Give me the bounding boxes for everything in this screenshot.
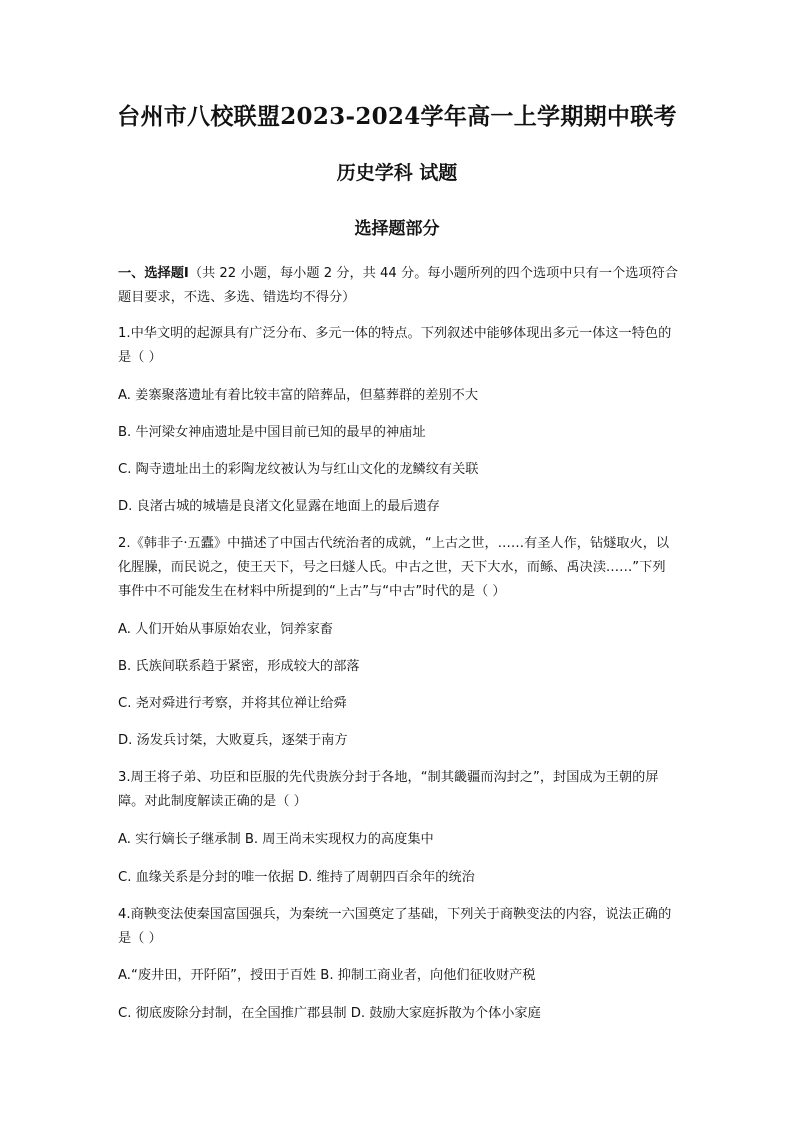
question-1-stem: 1.中华文明的起源具有广泛分布、多元一体的特点。下列叙述中能够体现出多元一体这一特色的 是（ ） [118, 326, 672, 365]
subject-title: 历史学科 试题 [336, 162, 458, 184]
question-1-option-d: D. 良渚古城的城墙是良渚文化显露在地面上的最后遗存 [118, 499, 440, 514]
instructions-lead: 一、选择题Ⅰ [118, 266, 189, 281]
question-4-stem: 4.商鞅变法使秦国富国强兵，为秦统一六国奠定了基础，下列关于商鞅变法的内容，说法正确的 是（ ） [118, 907, 672, 946]
section-instructions [118, 262, 678, 310]
question-4-options-ab: A.“废井田，开阡陌”，授田于百姓 B. 抑制工商业者，向他们征收财产税 [118, 968, 536, 983]
instructions-text: （共 22 小题，每小题 2 分，共 44 分。每小题所列的四个选项中只有一个选项符合 题目要求，不选、多选、错选均不得分） [118, 266, 678, 305]
question-3-options-cd: C. 血缘关系是分封的唯一依据 D. 维持了周朝四百余年的统治 [118, 870, 475, 885]
question-3-stem: 3.周王将子弟、功臣和臣服的先代贵族分封于各地，“制其畿疆而沟封之”，封国成为王朝的屏 障。对此制度解读正确的是（ ） [118, 770, 659, 809]
question-2-option-a: A. 人们开始从事原始农业，饲养家畜 [118, 622, 333, 637]
question-4-options-cd: C. 彻底废除分封制，在全国推广郡县制 D. 鼓励大家庭拆散为个体小家庭 [118, 1006, 541, 1021]
question-3-options-ab: A. 实行嫡长子继承制 B. 周王尚未实现权力的高度集中 [118, 832, 434, 847]
question-1-option-b: B. 牛河梁女神庙遗址是中国目前已知的最早的神庙址 [118, 425, 426, 440]
question-2-option-d: D. 汤发兵讨桀，大败夏兵，逐桀于南方 [118, 733, 348, 748]
exam-title: 台州市八校联盟2023-2024学年高一上学期期中联考 [117, 103, 677, 130]
question-1-option-a: A. 姜寨聚落遗址有着比较丰富的陪葬品，但墓葬群的差别不大 [118, 388, 479, 403]
question-2-option-c: C. 尧对舜进行考察，并将其位禅让给舜 [118, 696, 347, 711]
question-2-stem: 2.《韩非子·五蠹》中描述了中国古代统治者的成就，“上古之世，……有圣人作，钻燧取火，以化腥臊，而民说之，使王天下，号之曰燧人氏。中古之世，天下大水，而鲧、禹决渎……”下列事件中不可能发生在材料中所提到的“上古”与“中古”时代的是（ ） [118, 536, 670, 599]
section-title: 选择题部分 [354, 219, 440, 239]
question-2-option-b: B. 氏族间联系趋于紧密，形成较大的部落 [118, 659, 360, 674]
question-1-option-c: C. 陶寺遗址出土的彩陶龙纹被认为与红山文化的龙鳞纹有关联 [118, 462, 479, 477]
